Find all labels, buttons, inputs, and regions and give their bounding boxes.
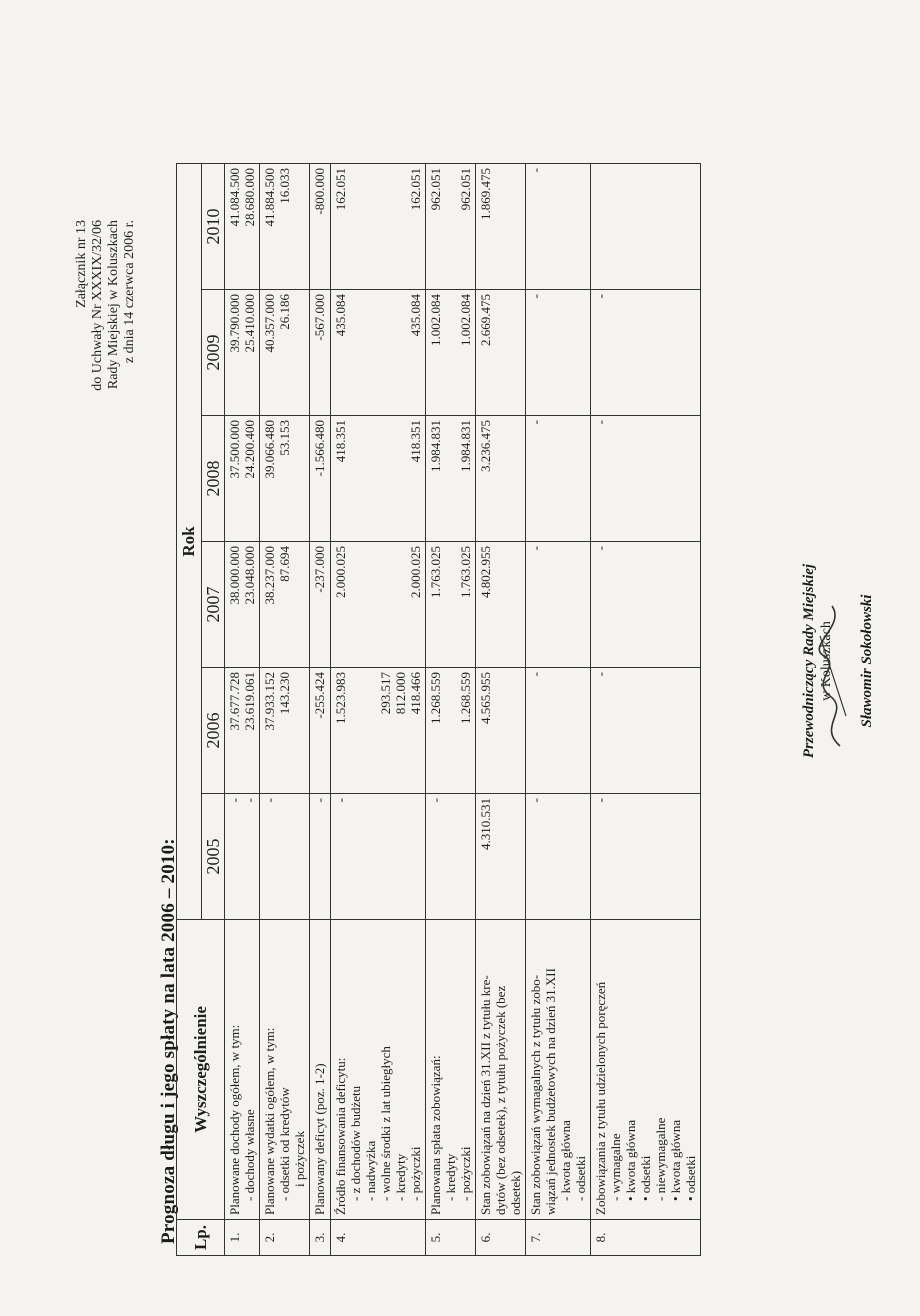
row-number: 8. — [591, 1220, 701, 1256]
handwritten-signature — [812, 596, 852, 756]
year-header-2006: 2006 — [202, 668, 225, 794]
value-line: 2.000.025 — [333, 546, 348, 598]
table-row — [260, 164, 310, 1256]
value-line: 37.933.152 — [262, 672, 277, 731]
value-line — [363, 672, 378, 789]
value-cell-2009 — [331, 290, 426, 416]
value-cell-2007 — [331, 542, 426, 668]
row-number: 6. — [476, 1220, 526, 1256]
table-row — [310, 164, 331, 1256]
table-row — [426, 164, 476, 1256]
header-line-4: z dnia 14 czerwca 2006 r. — [122, 220, 137, 364]
year-header-2009: 2009 — [202, 290, 225, 416]
value-line: - — [262, 798, 277, 803]
value-line: - — [528, 672, 543, 677]
value-line — [378, 420, 393, 537]
header-rok: Rok — [177, 164, 202, 920]
description-line: Planowane wydatki ogółem, w tym: — [262, 1027, 277, 1215]
description-line: i pożyczek — [292, 1131, 307, 1187]
value-line: 1.268.559 — [428, 672, 443, 724]
value-line: 1.002.084 — [458, 294, 473, 346]
value-cell-2007 — [526, 542, 591, 668]
row-description — [225, 920, 260, 1220]
year-header-2007: 2007 — [202, 542, 225, 668]
value-line — [443, 168, 458, 285]
value-line: 25.410.000 — [242, 294, 257, 353]
value-cell-2009 — [476, 290, 526, 416]
value-line: 53.153 — [277, 420, 292, 456]
value-cell-2008 — [476, 416, 526, 542]
description-line: wiązań jednostek budżetowych na dzień 31.XII — [543, 968, 558, 1215]
value-line: - — [593, 672, 608, 677]
description-line: - pożyczki — [458, 1146, 473, 1201]
value-cell-2006 — [310, 668, 331, 794]
value-cell-2008 — [260, 416, 310, 542]
year-header-2010: 2010 — [202, 164, 225, 290]
value-line: 162.051 — [333, 168, 348, 211]
value-line: 4.802.955 — [478, 546, 493, 598]
value-line: 4.310.531 — [478, 798, 493, 850]
value-line: -800.000 — [312, 168, 327, 215]
signature-place: w Koluszkach — [819, 621, 834, 701]
description-line: Planowany deficyt (poz. 1-2) — [312, 1063, 327, 1215]
value-cell-2006 — [260, 668, 310, 794]
value-line: 1.763.025 — [458, 546, 473, 598]
description-line: Planowane dochody ogółem, w tym: — [227, 1024, 242, 1215]
description-line: Źródło finansowania deficytu: — [333, 1057, 348, 1215]
value-line: - — [227, 798, 242, 803]
value-line: 40.357.000 — [262, 294, 277, 353]
description-line: - kredyty — [393, 1153, 408, 1201]
description-line: - niewymagalne — [653, 1117, 668, 1201]
value-cell-2006 — [331, 668, 426, 794]
value-cell-2008 — [426, 416, 476, 542]
description-line: - kredyty — [443, 1153, 458, 1201]
value-cell-2008 — [310, 416, 331, 542]
value-line: 38.237.000 — [262, 546, 277, 605]
table-row — [591, 164, 701, 1256]
value-line — [348, 672, 363, 789]
value-cell-2005 — [591, 794, 701, 920]
value-cell-2010 — [260, 164, 310, 290]
value-line — [443, 294, 458, 411]
value-cell-2010 — [426, 164, 476, 290]
value-cell-2006 — [526, 668, 591, 794]
row-description — [526, 920, 591, 1220]
value-line: 3.236.475 — [478, 420, 493, 472]
value-line — [393, 546, 408, 663]
value-cell-2008 — [331, 416, 426, 542]
value-line: 962.051 — [458, 168, 473, 211]
value-cell-2007 — [310, 542, 331, 668]
value-line — [348, 168, 363, 285]
value-cell-2006 — [426, 668, 476, 794]
value-line: - — [242, 798, 257, 803]
description-line: Planowana spłata zobowiązań: — [428, 1055, 443, 1215]
row-description — [476, 920, 526, 1220]
value-cell-2010 — [310, 164, 331, 290]
description-line: - dochody własne — [242, 1109, 257, 1201]
year-header-2005: 2005 — [202, 794, 225, 920]
value-line: 39.790.000 — [227, 294, 242, 353]
value-line: - — [593, 420, 608, 425]
value-line — [348, 546, 363, 663]
description-line: • odsetki — [683, 1155, 698, 1201]
value-cell-2005 — [331, 794, 426, 920]
value-line — [348, 294, 363, 411]
description-line: Zobowiązania z tytułu udzielonych poręczeń — [593, 981, 608, 1215]
value-cell-2010 — [476, 164, 526, 290]
value-cell-2005 — [310, 794, 331, 920]
value-line — [393, 420, 408, 537]
document-title: Prognoza długu i jego spłaty na lata 2006 – 2010: — [158, 838, 179, 1244]
description-line: - kwota główna — [558, 1120, 573, 1201]
description-line: Stan zobowiązań wymagalnych z tytułu zobo- — [528, 974, 543, 1215]
value-line — [378, 546, 393, 663]
value-cell-2007 — [426, 542, 476, 668]
value-cell-2009 — [225, 290, 260, 416]
value-line: - — [528, 546, 543, 551]
description-line: odsetek) — [508, 1170, 523, 1215]
value-line: - — [528, 294, 543, 299]
table-row — [476, 164, 526, 1256]
year-header-2008: 2008 — [202, 416, 225, 542]
value-line: - — [528, 420, 543, 425]
header-line-1: Załącznik nr 13 — [74, 220, 89, 308]
value-line — [363, 294, 378, 411]
description-line: - pożyczki — [408, 1146, 423, 1201]
value-line: -255.424 — [312, 672, 327, 719]
value-line: 38.000.000 — [227, 546, 242, 605]
value-line — [408, 798, 423, 915]
value-line: 162.051 — [408, 168, 423, 211]
value-line — [363, 168, 378, 285]
value-cell-2008 — [526, 416, 591, 542]
value-line: 41.884.500 — [262, 168, 277, 227]
header-description: Wyszczególnienie — [177, 920, 225, 1220]
value-line: 26.186 — [277, 294, 292, 330]
value-line — [348, 798, 363, 915]
value-line: 962.051 — [428, 168, 443, 211]
value-line: 28.680.000 — [242, 168, 257, 227]
value-cell-2009 — [526, 290, 591, 416]
value-line: 23.048.000 — [242, 546, 257, 605]
description-line: Stan zobowiązań na dzień 31.XII z tytułu kre- — [478, 975, 493, 1215]
value-line: 1.984.831 — [428, 420, 443, 472]
value-line: 4.565.955 — [478, 672, 493, 724]
value-line: 39.066.480 — [262, 420, 277, 479]
description-line: - odsetki — [573, 1155, 588, 1201]
value-line: 418.351 — [333, 420, 348, 463]
value-line: 41.084.500 — [227, 168, 242, 227]
row-number: 3. — [310, 1220, 331, 1256]
debt-forecast-table — [176, 163, 701, 1256]
header-line-3: Rady Miejskiej w Koluszkach — [106, 220, 121, 390]
value-line: 37.677.728 — [227, 672, 242, 731]
value-line: - — [428, 798, 443, 803]
value-line — [363, 798, 378, 915]
value-line — [443, 420, 458, 537]
description-line: • kwota główna — [623, 1119, 638, 1201]
description-line: • odsetki — [638, 1155, 653, 1201]
description-line: - wymagalne — [608, 1133, 623, 1201]
value-line — [363, 420, 378, 537]
value-cell-2005 — [476, 794, 526, 920]
signature-title: Przewodniczący Rady Miejskiej — [801, 563, 817, 759]
value-line: 418.466 — [408, 672, 423, 715]
description-line: - odsetki od kredytów — [277, 1087, 292, 1201]
row-number: 4. — [331, 1220, 426, 1256]
value-line: 37.500.000 — [227, 420, 242, 479]
value-cell-2010 — [591, 164, 701, 290]
value-cell-2007 — [591, 542, 701, 668]
value-line — [378, 798, 393, 915]
value-line — [393, 798, 408, 915]
value-line — [458, 798, 473, 915]
value-line: 24.200.400 — [242, 420, 257, 479]
row-description — [331, 920, 426, 1220]
description-line: - wolne środki z lat ubiegłych — [378, 1046, 393, 1201]
value-cell-2009 — [591, 290, 701, 416]
attachment-header — [74, 220, 138, 391]
value-line — [378, 168, 393, 285]
value-cell-2008 — [591, 416, 701, 542]
value-line: - — [593, 294, 608, 299]
value-line: 87.694 — [277, 546, 292, 582]
table-row — [526, 164, 591, 1256]
table-row — [225, 164, 260, 1256]
value-line: 812.000 — [393, 672, 408, 715]
value-line: 1.869.475 — [478, 168, 493, 220]
value-line: 1.523.983 — [333, 672, 348, 724]
value-line: - — [593, 546, 608, 551]
value-cell-2005 — [426, 794, 476, 920]
signature-name: Sławomir Sokołowski — [859, 594, 875, 728]
row-number: 1. — [225, 1220, 260, 1256]
value-cell-2006 — [225, 668, 260, 794]
value-line: -237.000 — [312, 546, 327, 593]
value-cell-2008 — [225, 416, 260, 542]
value-cell-2010 — [331, 164, 426, 290]
value-cell-2007 — [476, 542, 526, 668]
row-description — [426, 920, 476, 1220]
row-number: 5. — [426, 1220, 476, 1256]
value-line: 418.351 — [408, 420, 423, 463]
value-line — [348, 420, 363, 537]
value-line: 2.000.025 — [408, 546, 423, 598]
value-line: -1.566.480 — [312, 420, 327, 477]
row-number: 2. — [260, 1220, 310, 1256]
value-line: - — [528, 168, 543, 173]
value-line: 16.033 — [277, 168, 292, 204]
value-line: 1.002.084 — [428, 294, 443, 346]
value-cell-2007 — [225, 542, 260, 668]
value-line: 293.517 — [378, 672, 393, 715]
value-line — [443, 546, 458, 663]
description-line: • kwota główna — [668, 1119, 683, 1201]
row-number: 7. — [526, 1220, 591, 1256]
value-line — [363, 546, 378, 663]
value-cell-2005 — [225, 794, 260, 920]
value-cell-2010 — [225, 164, 260, 290]
value-line: - — [333, 798, 348, 803]
value-line: 143.230 — [277, 672, 292, 715]
value-cell-2006 — [591, 668, 701, 794]
value-cell-2009 — [260, 290, 310, 416]
value-cell-2009 — [310, 290, 331, 416]
value-line: 23.619.061 — [242, 672, 257, 731]
value-line: 1.984.831 — [458, 420, 473, 472]
table-row — [331, 164, 426, 1256]
value-line — [393, 168, 408, 285]
value-line — [277, 798, 292, 915]
value-line: 435.084 — [408, 294, 423, 337]
value-line — [443, 672, 458, 789]
header-lp: Lp. — [177, 1220, 225, 1256]
value-cell-2005 — [526, 794, 591, 920]
value-line — [443, 798, 458, 915]
description-line: - z dochodów budżetu — [348, 1085, 363, 1201]
row-description — [591, 920, 701, 1220]
value-line: 435.084 — [333, 294, 348, 337]
value-cell-2007 — [260, 542, 310, 668]
value-cell-2006 — [476, 668, 526, 794]
value-line: - — [312, 798, 327, 803]
value-cell-2005 — [260, 794, 310, 920]
value-line: - — [593, 798, 608, 803]
description-line: - nadwyżka — [363, 1140, 378, 1201]
value-line: 1.268.559 — [458, 672, 473, 724]
description-line: dytów (bez odsetek), z tytułu pożyczek (bez — [493, 985, 508, 1215]
value-line — [378, 294, 393, 411]
value-cell-2010 — [526, 164, 591, 290]
row-description — [260, 920, 310, 1220]
value-line: -567.000 — [312, 294, 327, 341]
row-description — [310, 920, 331, 1220]
header-line-2: do Uchwały Nr XXXIX/32/06 — [90, 220, 105, 391]
value-line: - — [528, 798, 543, 803]
value-line — [593, 168, 608, 285]
table-body — [225, 164, 701, 1256]
value-line — [393, 294, 408, 411]
value-cell-2009 — [426, 290, 476, 416]
value-line: 2.669.475 — [478, 294, 493, 346]
value-line: 1.763.025 — [428, 546, 443, 598]
